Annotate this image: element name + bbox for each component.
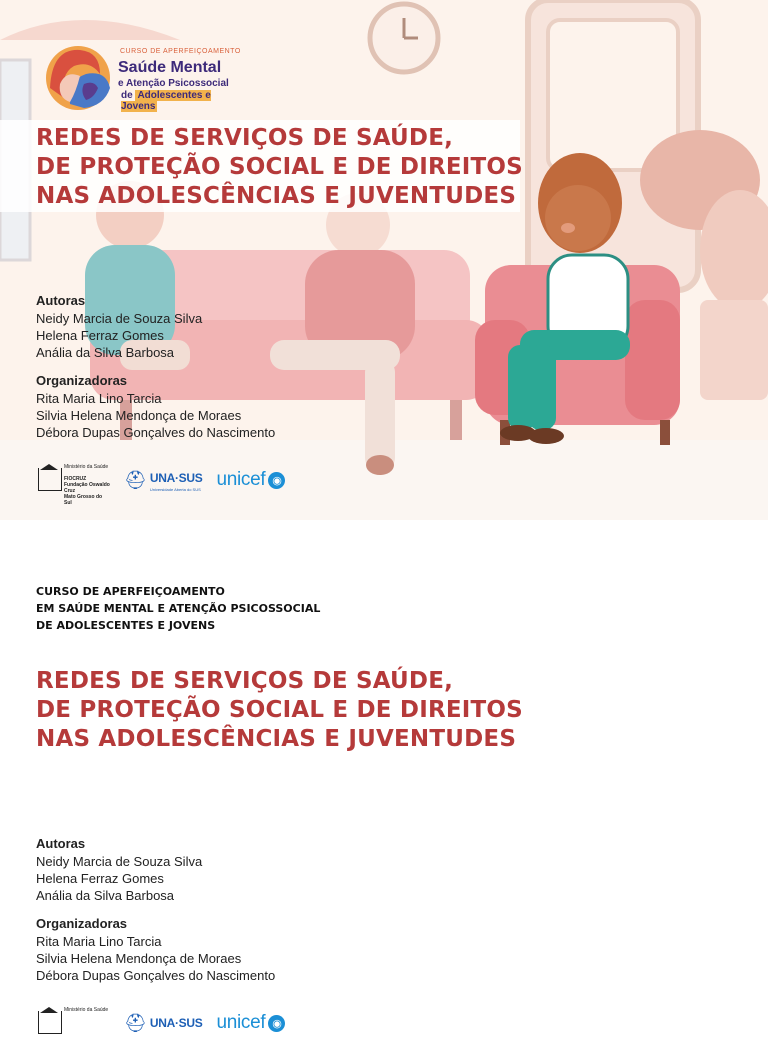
author-name: Helena Ferraz Gomes	[36, 328, 164, 343]
unasus-logo	[124, 1013, 202, 1034]
logo-title: Saúde Mental	[118, 59, 222, 76]
organizers-block	[36, 372, 275, 441]
people-icon: ⛑	[124, 469, 147, 490]
organizer-name: Rita Maria Lino Tarcia	[36, 934, 162, 949]
page-title	[36, 667, 523, 754]
page-credits	[36, 835, 275, 984]
unicef-name: unicef	[216, 1012, 266, 1033]
unicef-logo	[216, 1012, 285, 1034]
partner-logos	[38, 1006, 285, 1040]
course-line: EM SAÚDE MENTAL E ATENÇÃO PSICOSSOCIAL	[36, 602, 321, 615]
globe-icon: ◉	[268, 1015, 285, 1032]
fiocruz-logo	[38, 1007, 110, 1039]
course-line: DE ADOLESCENTES E JOVENS	[36, 619, 216, 632]
building-icon-body	[38, 1011, 62, 1034]
logo-audience-prefix: de	[121, 90, 133, 101]
author-name: Helena Ferraz Gomes	[36, 871, 164, 886]
logo-course-label: CURSO DE APERFEIÇOAMENTO	[120, 48, 241, 55]
course-logo	[40, 40, 250, 112]
heads-logo-icon	[40, 40, 116, 112]
partner-logos	[38, 463, 285, 506]
unasus-small: Universidade Aberta do SUS	[149, 486, 201, 492]
title-line: REDES DE SERVIÇOS DE SAÚDE,	[36, 668, 454, 694]
logo-audience-highlight: Adolescentes e Jovens	[121, 90, 211, 112]
logo-audience	[118, 90, 250, 112]
unasus-text-block	[150, 469, 203, 492]
unicef-name: unicef	[216, 469, 266, 490]
authors-block	[36, 835, 275, 904]
fiocruz-name-text: FIOCRUZ Fundação Oswaldo Cruz	[64, 476, 110, 494]
course-line: CURSO DE APERFEIÇOAMENTO	[36, 585, 225, 598]
fiocruz-sub: Mato Grosso do Sul	[64, 494, 103, 506]
title-line: NAS ADOLESCÊNCIAS E JUVENTUDES	[36, 726, 517, 752]
globe-icon: ◉	[268, 472, 285, 489]
clock-icon	[370, 4, 438, 72]
organizer-name: Rita Maria Lino Tarcia	[36, 391, 162, 406]
organizer-name: Silvia Helena Mendonça de Moraes	[36, 951, 242, 966]
unasus-name: UNA·SUS	[149, 470, 203, 485]
authors-label: Autoras	[36, 293, 86, 308]
cover-credits	[36, 292, 275, 441]
logo-subtitle: e Atenção Psicossocial	[118, 78, 229, 89]
organizer-name: Débora Dupas Gonçalves do Nascimento	[36, 425, 276, 440]
author-name: Neidy Marcia de Souza Silva	[36, 854, 203, 869]
author-name: Neidy Marcia de Souza Silva	[36, 311, 203, 326]
organizers-label: Organizadoras	[36, 373, 128, 388]
cover-title	[36, 124, 523, 211]
title-line: REDES DE SERVIÇOS DE SAÚDE,	[36, 125, 454, 151]
authors-label: Autoras	[36, 836, 86, 851]
fiocruz-name	[64, 476, 110, 506]
unasus-logo	[124, 469, 202, 492]
author-name: Anália da Silva Barbosa	[36, 345, 175, 360]
author-name: Anália da Silva Barbosa	[36, 888, 175, 903]
unasus-name: UNA·SUS	[149, 1016, 203, 1030]
ministry-label: Ministério da Saúde	[64, 1007, 109, 1013]
course-name	[36, 583, 320, 634]
authors-block	[36, 292, 275, 361]
title-line: DE PROTEÇÃO SOCIAL E DE DIREITOS	[36, 154, 523, 180]
organizer-name: Silvia Helena Mendonça de Moraes	[36, 408, 242, 423]
organizer-name: Débora Dupas Gonçalves do Nascimento	[36, 968, 276, 983]
building-icon-body	[38, 468, 62, 491]
title-line: DE PROTEÇÃO SOCIAL E DE DIREITOS	[36, 697, 523, 723]
ministry-label: Ministério da Saúde	[64, 464, 109, 470]
people-icon: ⛑	[124, 1012, 147, 1033]
title-line: NAS ADOLESCÊNCIAS E JUVENTUDES	[36, 183, 517, 209]
organizers-label: Organizadoras	[36, 916, 128, 931]
organizers-block	[36, 915, 275, 984]
fiocruz-logo	[38, 464, 110, 506]
unicef-logo	[216, 469, 285, 491]
